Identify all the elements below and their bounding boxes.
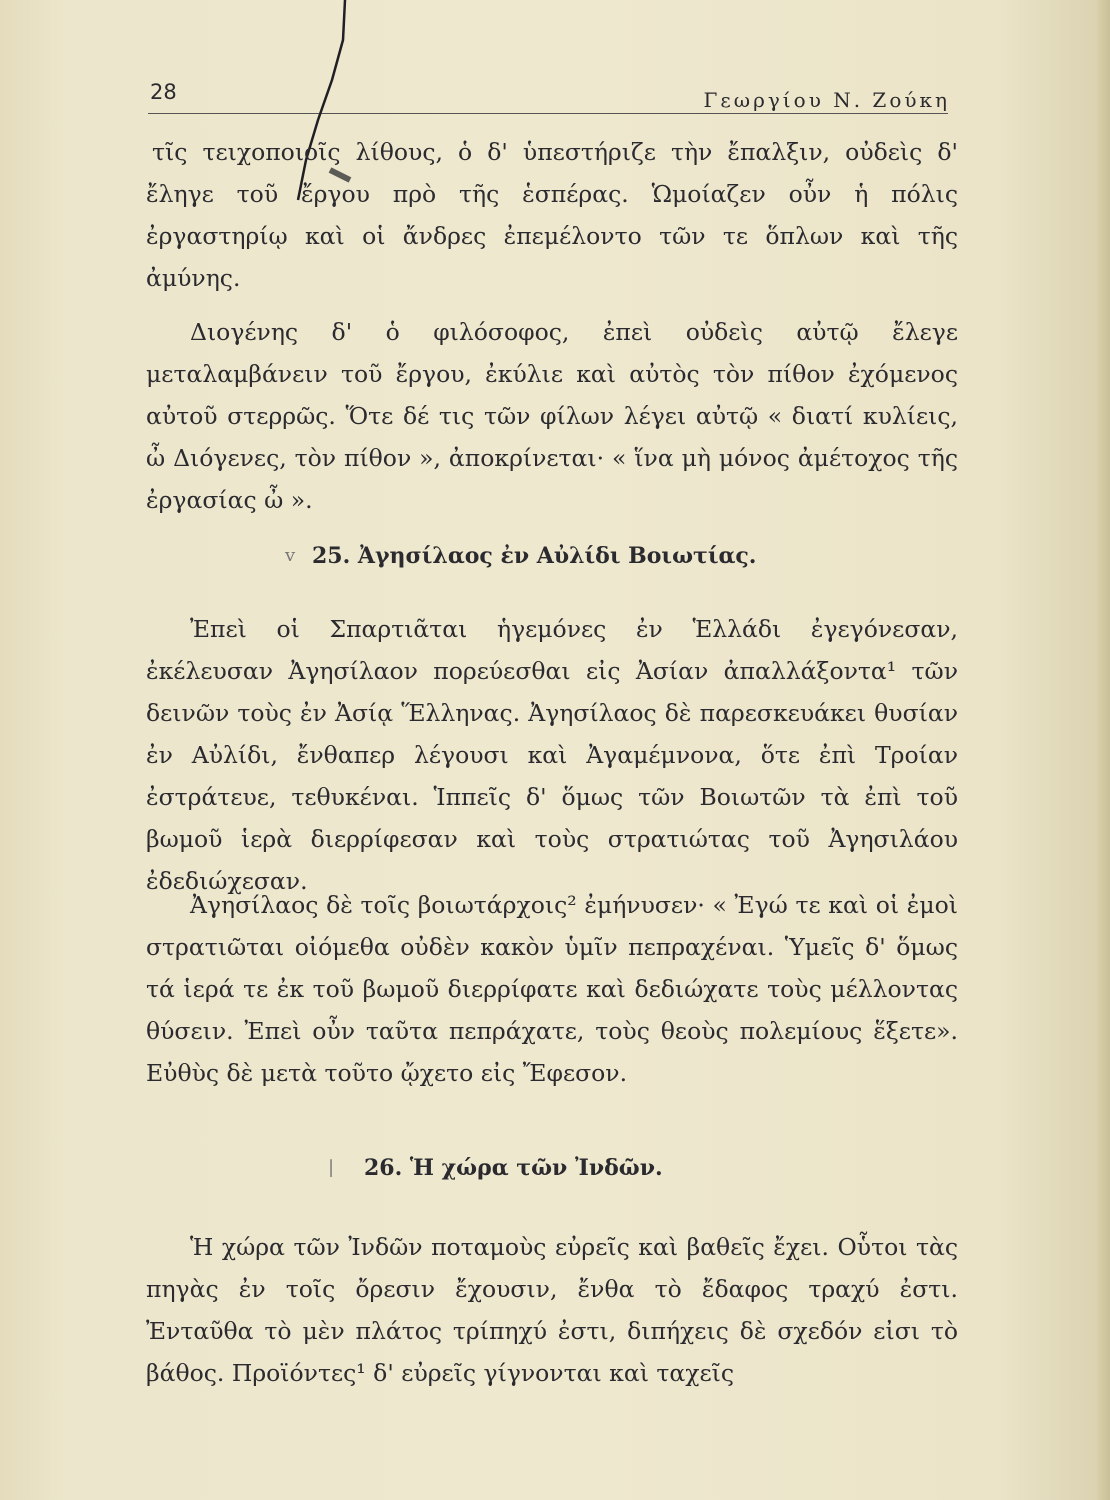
paragraph-5: Ἡ χώρα τῶν Ἰνδῶν ποταμοὺς εὐρεῖς καὶ βαθεῖς ἔχει. Οὗτοι τὰς πηγὰς ἐν τοῖς ὄρεσιν ἔχουσιν, ἔνθα τὸ ἔδαφος τραχύ ἐστι. Ἐνταῦθα τὸ μὲν πλάτος τρίπηχύ ἐστι, διπήχεις δὲ σχεδόν εἰσι τὸ βάθος. Προϊόντες¹ δ' εὐρεῖς γίγνονται καὶ ταχεῖς — [146, 1233, 958, 1387]
margin-mark-2: | — [328, 1157, 335, 1178]
header-rule — [148, 113, 948, 114]
paragraph-4: Ἀγησίλαος δὲ τοῖς βοιωτάρχοις² ἐμήνυσεν· « Ἐγώ τε καὶ οἱ ἐμοὶ στρατιῶται οἰόμεθα οὐδὲν κακὸν ὑμῖν πεπραχέναι. Ὑμεῖς δ' ὅμως τά ἱερά τε ἐκ τοῦ βωμοῦ διερρίφατε καὶ δεδιώχατε τοὺς μέλλοντας θύσειν. Ἐπεὶ οὖν ταῦτα πεπράχατε, τοὺς θεοὺς πολεμίους ἕξετε». Εὐθὺς δὲ μετὰ τοῦτο ᾤχετο εἰς Ἔφεσον. — [146, 891, 958, 1087]
page-edge — [1098, 0, 1110, 1500]
page-number: 28 — [150, 80, 177, 104]
running-head: Γεωργίου Ν. Ζούκη — [703, 88, 950, 112]
paragraph-3: Ἐπεὶ οἱ Σπαρτιᾶται ἡγεμόνες ἐν Ἑλλάδι ἐγεγόνεσαν, ἐκέλευσαν Ἀγησίλαον πορεύεσθαι εἰς Ἀσίαν ἀπαλλάξοντα¹ τῶν δεινῶν τοὺς ἐν Ἀσίᾳ Ἕλληνας. Ἀγησίλαος δὲ παρεσκευάκει θυσίαν ἐν Αὐλίδι, ἔνθαπερ λέγουσι καὶ Ἀγαμέμνονα, ὅτε ἐπὶ Τροίαν ἐστράτευε, τεθυκέναι. Ἱππεῖς δ' ὅμως τῶν Βοιωτῶν τὰ ἐπὶ τοῦ βωμοῦ ἱερὰ διερρίφεσαν καὶ τοὺς στρατιώτας τοῦ Ἀγησιλάου ἐδεδιώχεσαν. — [146, 615, 958, 895]
margin-mark-1: v — [285, 545, 296, 566]
section-heading-25: 25. Ἀγησίλαος ἐν Αὐλίδι Βοιωτίας. — [312, 543, 757, 569]
paragraph-1: τῖς τειχοποιοῖς λίθους, ὁ δ' ὑπεστήριζε τὴν ἔπαλξιν, οὐδεὶς δ' ἔληγε τοῦ ἔργου πρὸ τῆς ἑσπέρας. Ὡμοίαζεν οὖν ἡ πόλις ἐργαστηρίῳ καὶ οἱ ἄνδρες ἐπεμέλοντο τῶν τε ὅπλων καὶ τῆς ἀμύνης. — [146, 138, 958, 292]
section-heading-26: 26. Ἡ χώρα τῶν Ἰνδῶν. — [364, 1155, 663, 1181]
paragraph-2: Διογένης δ' ὁ φιλόσοφος, ἐπεὶ οὐδεὶς αὐτῷ ἔλεγε μεταλαμβάνειν τοῦ ἔργου, ἐκύλιε καὶ αὐτὸς τὸν πίθον ἐχόμενος αὐτοῦ στερρῶς. Ὅτε δέ τις τῶν φίλων λέγει αὐτῷ « διατί κυλίεις, ὦ Διόγενες, τὸν πίθον », ἀποκρίνεται· « ἵνα μὴ μόνος ἀμέτοχος τῆς ἐργασίας ὦ ». — [146, 318, 958, 514]
